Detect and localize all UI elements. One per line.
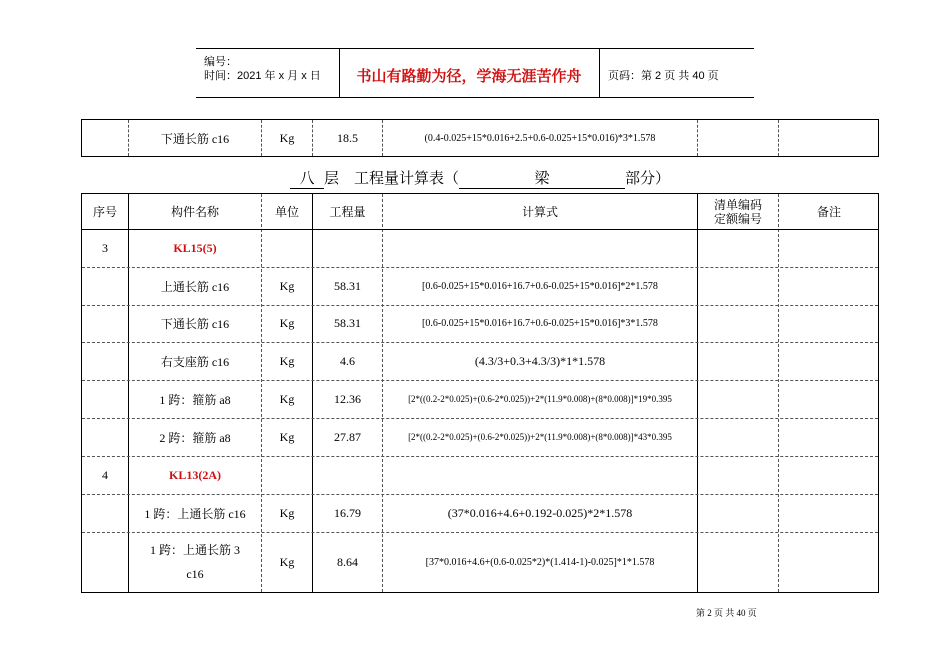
title-part-suffix: 部分） [625, 171, 671, 187]
col-code-line1: 清单编码 [713, 197, 762, 212]
table-row [82, 532, 878, 592]
header-info-right [600, 49, 754, 97]
row-formula: [0.6-0.025+15*0.016+16.7+0.6-0.025+15*0.016]*3*1.578 [422, 318, 658, 329]
col-formula: 计算式 [521, 205, 558, 219]
row-unit: Kg [279, 278, 295, 293]
row-name: 右支座筋 c16 [160, 354, 230, 369]
header-motto-box [339, 49, 600, 97]
row-seq: 4 [102, 467, 108, 482]
row-name: 上通长筋 c16 [160, 279, 230, 294]
row-name: KL15(5) [173, 241, 217, 255]
row-unit: Kg [279, 391, 295, 406]
row-name: 1 跨：上通长筋 c16 [144, 506, 246, 521]
col-qty: 工程量 [329, 205, 366, 219]
title-floor-suffix: 层 [323, 171, 339, 187]
time-label: 时间：2021 年 x 月 x 日 [204, 70, 321, 82]
row-qty: 8.64 [337, 554, 358, 569]
row-qty: 4.6 [340, 353, 355, 368]
row-name [129, 532, 261, 592]
page-header [196, 48, 754, 98]
row-unit: Kg [279, 429, 295, 444]
row-name-line2: c16 [186, 567, 204, 581]
top-row-name: 下通长筋 c16 [160, 131, 230, 146]
row-qty: 16.79 [334, 505, 361, 520]
row-qty: 58.31 [334, 278, 361, 293]
row-name: 1 跨：箍筋 a8 [159, 392, 231, 407]
row-name-line1: 1 跨：上通长筋 3 [149, 543, 240, 557]
page-label: 页码：第 2 页 共 40 页 [608, 70, 719, 82]
title-part: 梁 [459, 167, 625, 189]
footer-page-number: 第 2 页 共 40 页 [696, 608, 757, 618]
table-row [82, 456, 878, 495]
col-note: 备注 [816, 205, 841, 219]
row-unit: Kg [279, 554, 295, 569]
row-unit: Kg [279, 353, 295, 368]
row-formula: (37*0.016+4.6+0.192-0.025)*2*1.578 [447, 505, 633, 520]
table-title [81, 167, 879, 189]
table-row [82, 380, 878, 419]
top-row-formula: (0.4-0.025+15*0.016+2.5+0.6-0.025+15*0.016)*3*1.578 [424, 132, 656, 144]
row-formula: [37*0.016+4.6+(0.6-0.025*2)*(1.414-1)-0.025]*1*1.578 [425, 556, 655, 568]
top-continuation-row [81, 119, 879, 157]
table-row [82, 305, 878, 343]
header-info-left [196, 49, 340, 97]
row-qty: 58.31 [334, 316, 361, 330]
table-row [82, 230, 878, 268]
top-row-unit: Kg [279, 130, 295, 145]
row-formula: (4.3/3+0.3+4.3/3)*1*1.578 [474, 353, 606, 368]
col-seq: 序号 [92, 205, 117, 219]
row-name: KL13(2A) [169, 467, 221, 482]
table-row [82, 267, 878, 306]
title-floor: 八 [290, 167, 324, 189]
table-row [82, 418, 878, 457]
row-unit: Kg [279, 316, 295, 330]
top-row-qty: 18.5 [337, 130, 358, 145]
table-row [82, 342, 878, 381]
title-main: 工程量计算表（ [353, 171, 459, 187]
row-qty: 27.87 [334, 429, 361, 444]
table-row [82, 494, 878, 533]
row-unit: Kg [279, 505, 295, 520]
table-header-row [82, 194, 878, 230]
number-label: 编号： [204, 56, 237, 68]
motto: 书山有路勤为径，学海无涯苦作舟 [356, 68, 582, 85]
row-name: 2 跨：箍筋 a8 [159, 430, 231, 445]
calculation-table [81, 193, 879, 593]
row-formula: [0.6-0.025+15*0.016+16.7+0.6-0.025+15*0.016]*2*1.578 [422, 280, 658, 292]
row-qty: 12.36 [334, 391, 361, 406]
row-seq: 3 [102, 241, 108, 255]
col-name: 构件名称 [170, 205, 219, 219]
col-code-line2: 定额编号 [713, 211, 762, 226]
col-code [698, 194, 778, 229]
row-formula: [2*((0.2-2*0.025)+(0.6-2*0.025))+2*(11.9*0.008)+(8*0.008)]*19*0.395 [408, 394, 672, 404]
row-name: 下通长筋 c16 [160, 317, 230, 331]
row-formula: [2*((0.2-2*0.025)+(0.6-2*0.025))+2*(11.9*0.008)+(8*0.008)]*43*0.395 [408, 432, 672, 442]
col-unit: 单位 [274, 205, 299, 219]
